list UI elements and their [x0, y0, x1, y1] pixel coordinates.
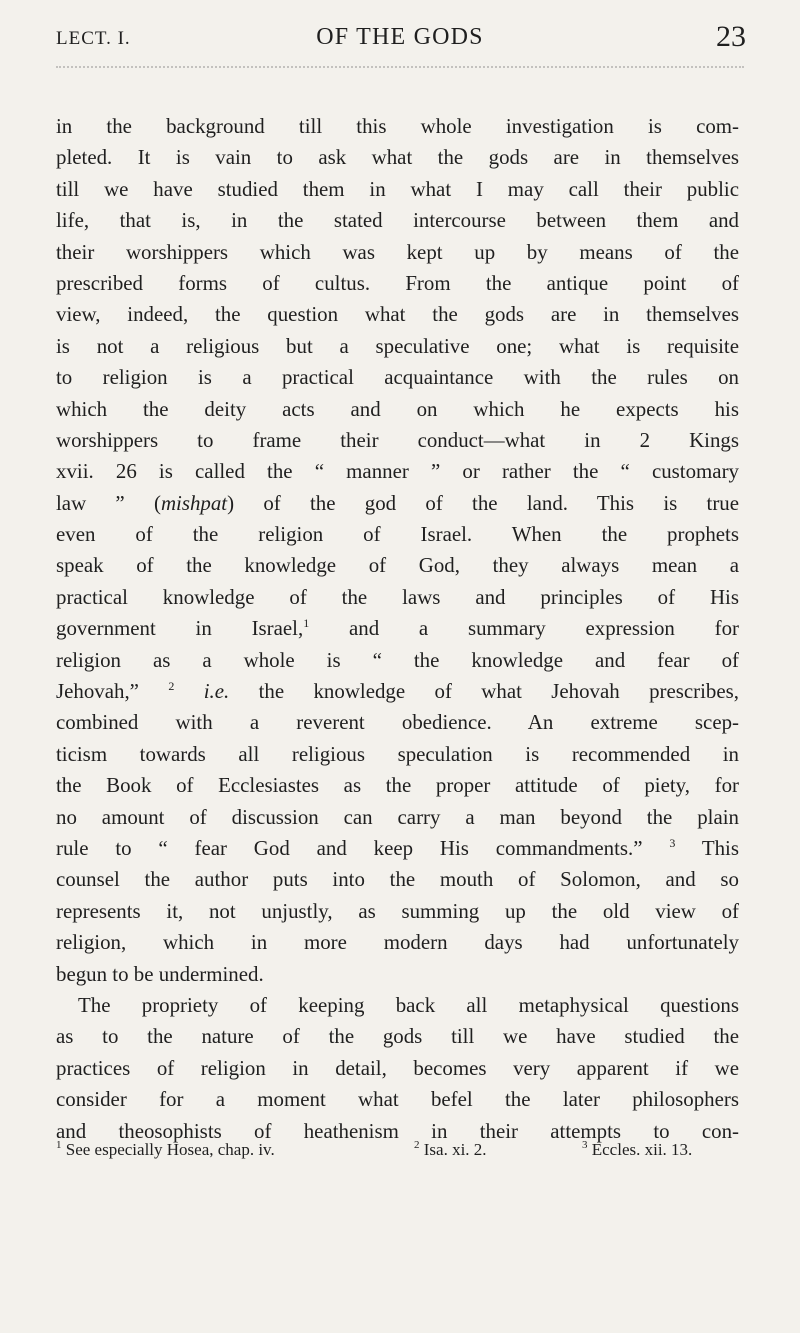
header-divider	[56, 66, 744, 68]
text-line	[56, 864, 739, 895]
text-run: government in Israel,	[56, 616, 304, 641]
text-run: which the deity acts and on which he expects his	[56, 396, 739, 421]
footnote-1	[56, 1138, 275, 1162]
text-run: pleted. It is vain to ask what the gods are in themselves	[56, 145, 739, 170]
text-line	[56, 707, 739, 738]
text-line	[56, 770, 739, 801]
text-line	[56, 142, 739, 173]
footnote-3	[582, 1138, 692, 1162]
text-run: combined with a reverent obedience. An extreme scep-	[56, 710, 739, 735]
text-run: mishpat	[160, 490, 228, 515]
text-line	[56, 645, 739, 676]
text-run: their worshippers which was kept up by means of the	[56, 239, 739, 264]
text-run: is not a religious but a speculative one; what is requisite	[56, 333, 739, 358]
running-title: OF THE GODS	[316, 24, 484, 50]
text-line	[56, 174, 739, 205]
text-run: the knowledge of what Jehovah prescribes,	[229, 679, 739, 704]
text-run: practical knowledge of the laws and principles of His	[56, 584, 739, 609]
footnote-2	[414, 1138, 487, 1162]
text-run: speak of the knowledge of God, they always mean a	[56, 553, 739, 578]
text-line	[56, 833, 739, 864]
text-run: life, that is, in the stated intercourse between them and	[56, 208, 739, 233]
text-line	[56, 456, 739, 487]
text-run: practices of religion in detail, becomes very apparent if we	[56, 1055, 739, 1080]
text-run: ) of the god of the land. This is true	[227, 490, 740, 515]
text-line	[56, 927, 739, 958]
text-line	[56, 488, 739, 519]
text-run: consider for a moment what befel the later philosophers	[56, 1087, 739, 1112]
text-run	[174, 679, 203, 703]
text-line	[56, 1021, 739, 1052]
text-run: rule to “ fear God and keep His commandments.”	[56, 835, 670, 860]
text-run: in the background till this whole investigation is com-	[56, 114, 739, 138]
text-line	[56, 425, 739, 456]
text-run: to religion is a practical acquaintance with the rules on	[56, 365, 739, 390]
text-run: worshippers to frame their conduct—what in 2 Kings	[56, 427, 739, 452]
footnote-text: Eccles. xii. 13.	[591, 1140, 693, 1159]
footnote-reference: 2	[168, 679, 175, 694]
text-line	[56, 613, 739, 644]
text-line	[56, 268, 739, 299]
text-line	[56, 676, 739, 707]
text-run: religion, which in more modern days had unfortunately	[56, 930, 739, 955]
footnote-reference: 1	[303, 616, 310, 631]
text-run: no amount of discussion can carry a man beyond the plain	[56, 804, 739, 829]
footnote-marker: 1	[56, 1139, 62, 1151]
text-run: view, indeed, the question what the gods are in themselves	[56, 302, 739, 327]
text-run: ticism towards all religious speculation is recommended in	[56, 741, 739, 766]
text-line	[56, 237, 739, 268]
text-run: law ” (	[56, 490, 161, 515]
text-run: begun to be undermined.	[56, 961, 264, 986]
text-line	[56, 1084, 739, 1115]
body-text	[56, 111, 739, 1147]
text-line	[56, 394, 739, 425]
page-number: 23	[716, 20, 746, 53]
text-run: The propriety of keeping back all metaphysical questions	[78, 992, 739, 1017]
text-line	[56, 1053, 739, 1084]
text-run: as to the nature of the gods till we have studied the	[56, 1024, 739, 1049]
text-line	[56, 550, 739, 581]
footnote-reference: 3	[669, 835, 676, 850]
running-header	[50, 20, 750, 60]
footnote-marker: 2	[414, 1139, 420, 1151]
footnote-marker: 3	[582, 1139, 588, 1151]
text-run: the Book of Ecclesiastes as the proper attitude of piety, for	[56, 773, 739, 798]
text-line	[56, 331, 739, 362]
text-run: i.e.	[203, 679, 230, 704]
text-line	[56, 802, 739, 833]
text-run: religion as a whole is “ the knowledge and fear of	[56, 647, 739, 672]
text-run: This	[675, 835, 739, 860]
text-line	[56, 299, 739, 330]
text-run: represents it, not unjustly, as summing up the old view of	[56, 898, 739, 923]
text-line	[56, 111, 739, 142]
text-line	[56, 990, 739, 1021]
text-run: till we have studied them in what I may call their public	[56, 176, 739, 201]
text-line	[56, 362, 739, 393]
text-run: counsel the author puts into the mouth of Solomon, and so	[56, 867, 739, 892]
lecture-label: LECT. I.	[56, 28, 131, 49]
text-line	[56, 519, 739, 550]
footnote-text: Isa. xi. 2.	[423, 1140, 487, 1159]
text-run: prescribed forms of cultus. From the antique point of	[56, 270, 739, 295]
text-run: even of the religion of Israel. When the prophets	[56, 522, 739, 547]
text-run: Jehovah,”	[56, 679, 169, 704]
footnote-text: See especially Hosea, chap. iv.	[65, 1140, 275, 1159]
text-run: and a summary expression for	[309, 616, 739, 641]
text-line	[56, 896, 739, 927]
text-run: and theosophists of heathenism in their attempts to con-	[56, 1118, 739, 1143]
text-line	[56, 582, 739, 613]
text-line	[56, 205, 739, 236]
text-run: xvii. 26 is called the “ manner ” or rather the “ customary	[56, 459, 739, 484]
text-line	[56, 959, 739, 990]
text-line	[56, 739, 739, 770]
